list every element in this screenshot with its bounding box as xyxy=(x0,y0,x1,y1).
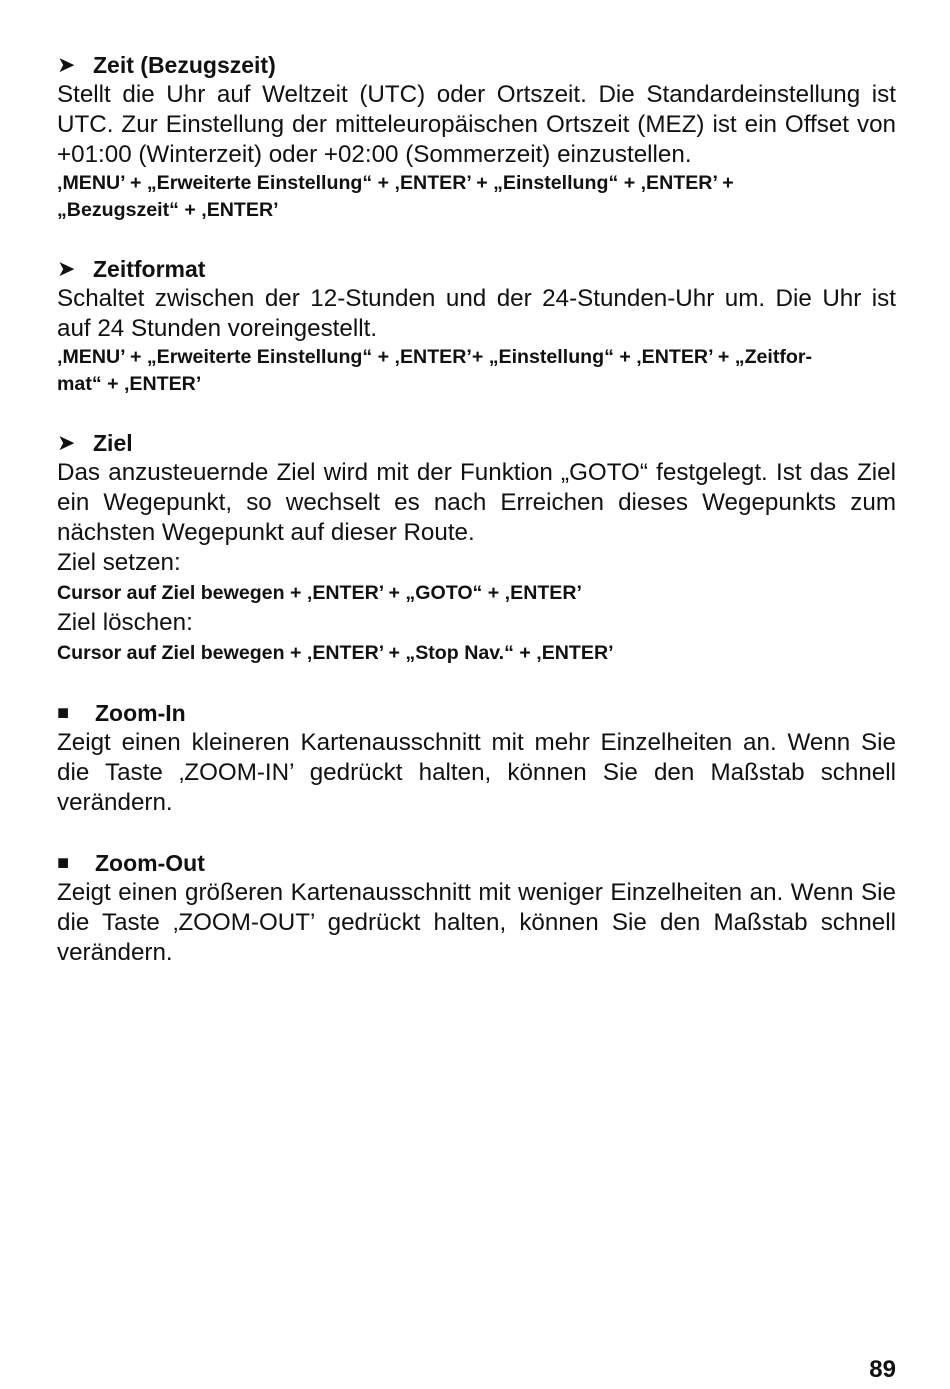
page-number: 89 xyxy=(869,1356,896,1383)
arrow-bullet-icon: ➤ xyxy=(57,430,76,455)
square-bullet-icon: ■ xyxy=(57,852,70,874)
section-title: Zeit (Bezugszeit) xyxy=(93,52,276,78)
command-sequence-line: ‚MENU’ + „Erweiterte Einstellung“ + ‚ENTER’+ „Einstellung“ + ‚ENTER’ + „Zeitfor- xyxy=(57,346,813,368)
page-content xyxy=(57,50,896,968)
command-sequence-line: „Bezugszeit“ + ‚ENTER’ xyxy=(57,199,279,221)
section-body: Stellt die Uhr auf Weltzeit (UTC) oder Ortszeit. Die Standardeinstellung ist UTC. Zur Einstellung der mitteleuropäischen Ortszeit (MEZ) ist ein Offset von +01:00 (Winterzeit) oder +02:00 (Sommerzeit) einzustellen. xyxy=(57,81,896,168)
delete-target-label: Ziel löschen: xyxy=(57,609,193,636)
arrow-bullet-icon: ➤ xyxy=(57,256,76,281)
section-body: Zeigt einen größeren Kartenausschnitt mit weniger Einzelheiten an. Wenn Sie die Taste ‚ZOOM-OUT’ gedrückt halten, können Sie den Maßstab schnell verändern. xyxy=(57,879,896,966)
section-zoom-in xyxy=(57,698,896,818)
command-sequence-line: mat“ + ‚ENTER’ xyxy=(57,373,202,395)
section-body: Zeigt einen kleineren Kartenausschnitt mit mehr Einzelheiten an. Wenn Sie die Taste ‚ZOOM-IN’ gedrückt halten, können Sie den Maßstab schnell verändern. xyxy=(57,729,896,816)
delete-target-command: Cursor auf Ziel bewegen + ‚ENTER’ + „Stop Nav.“ + ‚ENTER’ xyxy=(57,642,614,664)
section-body: Schaltet zwischen der 12-Stunden und der 24-Stunden-Uhr um. Die Uhr ist auf 24 Stunden voreingestellt. xyxy=(57,285,896,342)
arrow-bullet-icon: ➤ xyxy=(57,52,76,77)
section-heading xyxy=(57,50,896,80)
section-ziel xyxy=(57,428,896,668)
set-target-label: Ziel setzen: xyxy=(57,549,181,576)
section-body: Das anzusteuernde Ziel wird mit der Funktion „GOTO“ festgelegt. Ist das Ziel ein Wegepunkt, so wechselt es nach Erreichen dieses Wegepunkts zum nächsten Wegepunkt auf dieser Route. xyxy=(57,459,896,546)
section-heading xyxy=(57,254,896,284)
command-sequence-line: ‚MENU’ + „Erweiterte Einstellung“ + ‚ENTER’ + „Einstellung“ + ‚ENTER’ + xyxy=(57,172,734,194)
section-title: Ziel xyxy=(93,430,133,456)
square-bullet-icon: ■ xyxy=(57,702,70,724)
section-title: Zoom-Out xyxy=(95,850,205,876)
section-title: Zoom-In xyxy=(95,700,186,726)
set-target-command: Cursor auf Ziel bewegen + ‚ENTER’ + „GOTO“ + ‚ENTER’ xyxy=(57,582,582,604)
section-heading xyxy=(57,698,896,728)
section-heading xyxy=(57,848,896,878)
section-heading xyxy=(57,428,896,458)
section-zeit xyxy=(57,50,896,224)
section-title: Zeitformat xyxy=(93,256,206,282)
section-zoom-out xyxy=(57,848,896,968)
section-zeitformat xyxy=(57,254,896,398)
